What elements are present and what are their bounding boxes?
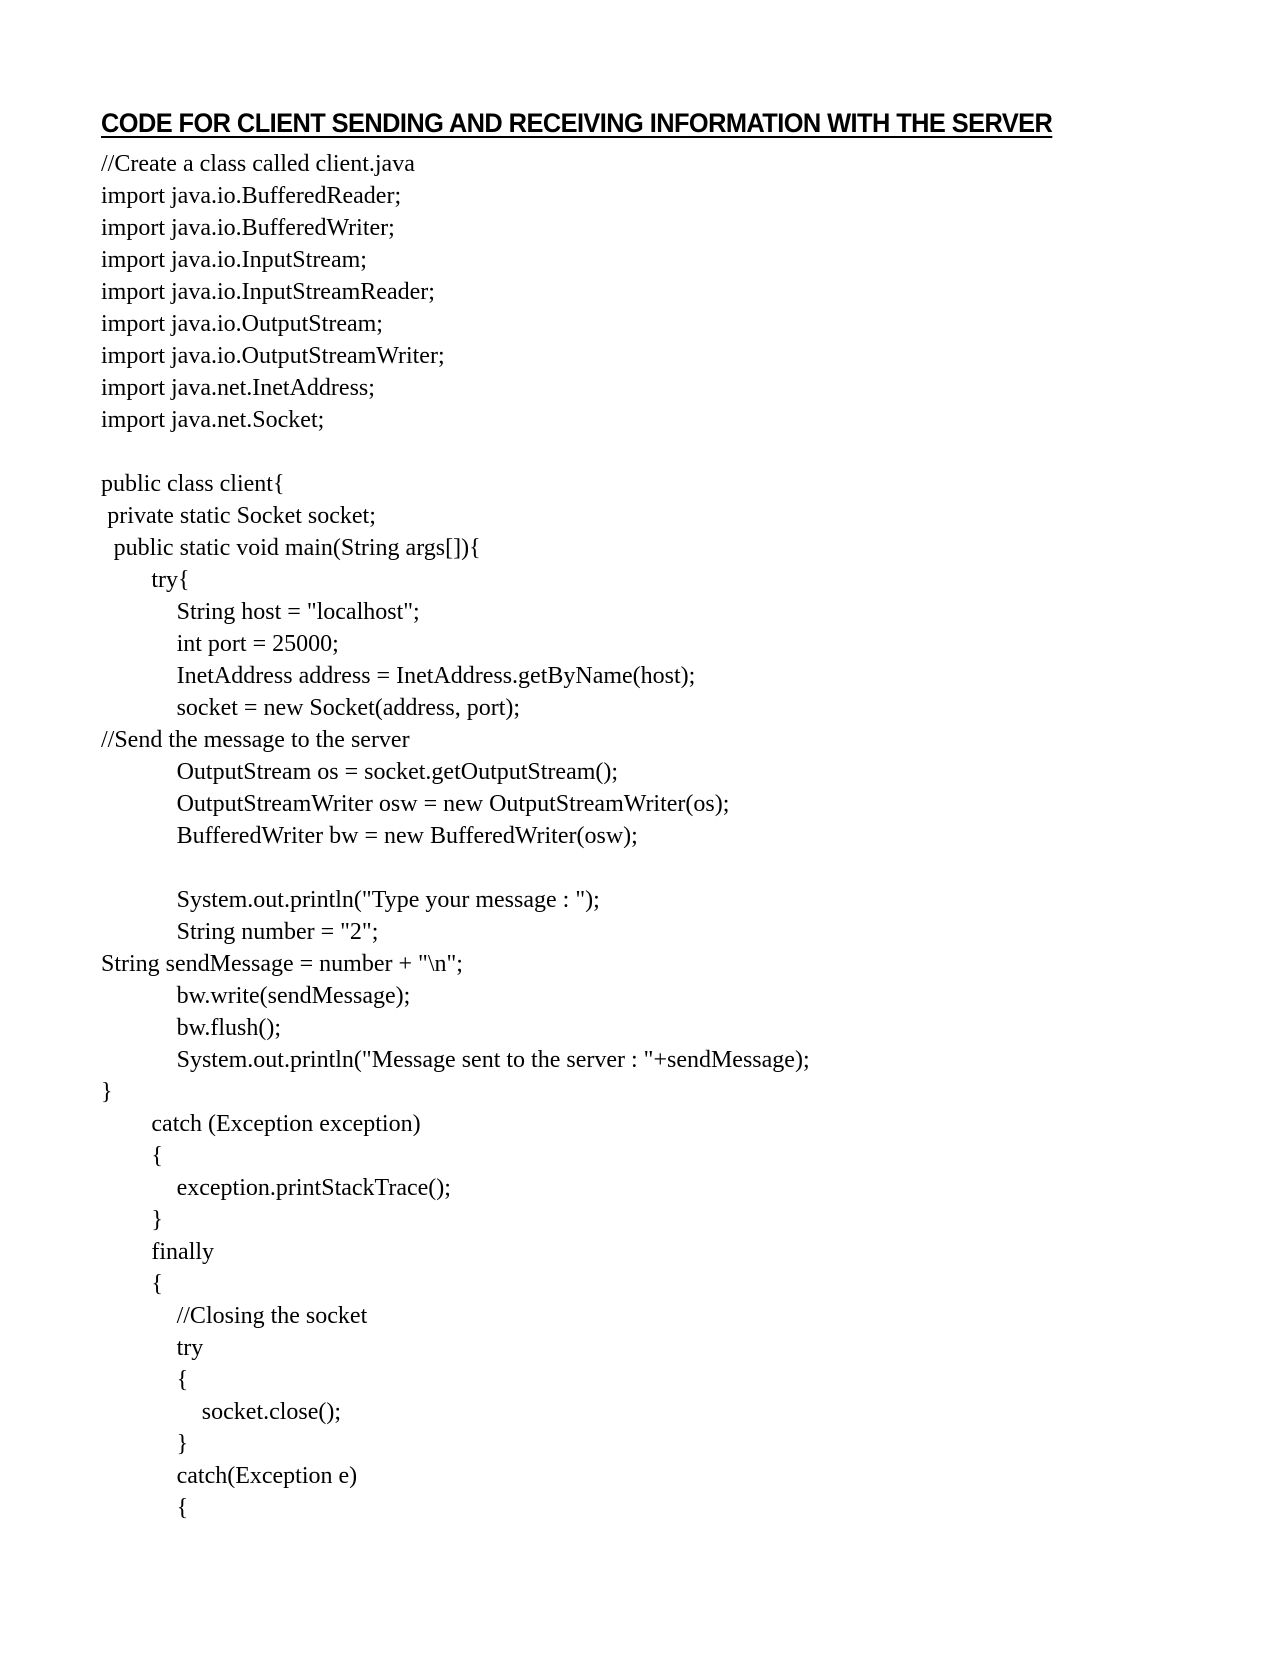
code-line: catch(Exception e) [176,1463,358,1489]
code-line: { [151,1143,163,1169]
code-line: System.out.println("Message sent to the server : "+sendMessage); [176,1047,810,1073]
code-line: socket = new Socket(address, port); [176,695,521,721]
code-line: bw.flush(); [176,1015,282,1041]
code-line: private static Socket socket; [107,503,376,529]
code-line: public static void main(String args[]){ [113,535,481,561]
code-line: exception.printStackTrace(); [176,1175,451,1201]
code-line: //Closing the socket [176,1303,368,1329]
code-line: { [176,1495,189,1521]
code-line: catch (Exception exception) [151,1111,421,1137]
code-line: } [176,1431,189,1457]
code-line: import java.io.OutputStream; [101,311,383,337]
code-line: import java.io.BufferedWriter; [101,215,395,241]
code-line: import java.io.InputStreamReader; [101,279,435,305]
code-line: System.out.println("Type your message : "); [176,887,600,913]
code-line: String sendMessage = number + "\n"; [101,951,463,977]
code-line: bw.write(sendMessage); [176,983,411,1009]
code-line: InetAddress address = InetAddress.getByName(host); [176,663,696,689]
code-line: import java.io.BufferedReader; [101,183,402,209]
code-line: } [101,1079,113,1105]
code-line: } [151,1207,163,1233]
code-listing [0,148,1280,1524]
code-line: int port = 25000; [176,631,339,657]
code-line: socket.close(); [201,1399,342,1425]
code-line: import java.net.Socket; [101,407,325,433]
code-line: { [151,1271,163,1297]
code-line: //Create a class called client.java [101,151,415,177]
code-line: String number = "2"; [176,919,379,945]
code-line: //Send the message to the server [101,727,410,753]
blank-line [0,436,1280,468]
code-line: import java.io.OutputStreamWriter; [101,343,445,369]
code-line: import java.io.InputStream; [101,247,367,273]
code-line: public class client{ [101,471,285,497]
code-line: try [176,1335,204,1361]
blank-line [0,852,1280,884]
code-line: OutputStream os = socket.getOutputStream(); [176,759,619,785]
code-line: String host = "localhost"; [176,599,420,625]
code-line: { [176,1367,189,1393]
code-line: try{ [151,567,190,593]
code-line: BufferedWriter bw = new BufferedWriter(osw); [176,823,638,849]
document-heading: CODE FOR CLIENT SENDING AND RECEIVING INFORMATION WITH THE SERVER [101,108,1053,138]
code-line: import java.net.InetAddress; [101,375,375,401]
code-line: finally [151,1239,215,1265]
code-line: OutputStreamWriter osw = new OutputStreamWriter(os); [176,791,730,817]
